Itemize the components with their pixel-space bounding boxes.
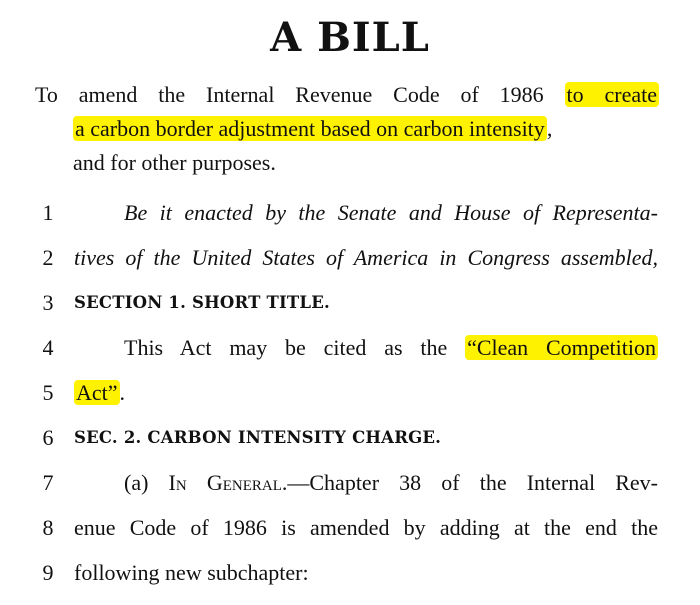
bill-line [0, 465, 700, 501]
line-number: 5 [42, 380, 54, 405]
line-text: (a) In General.—Chapter 38 of the Internal Rev- [124, 470, 658, 495]
bill-title: A BILL [270, 14, 430, 61]
highlight: to create [566, 82, 658, 107]
purpose-text: and for other purposes. [73, 150, 276, 175]
line-text: following new subchapter: [74, 560, 309, 585]
purpose-line-2 [35, 112, 659, 146]
line-text: This Act may be cited as the “Clean Competition [124, 335, 657, 360]
line-number: 9 [42, 560, 54, 585]
bill-line [0, 375, 700, 411]
highlight: Act” [76, 380, 118, 405]
bill-line [0, 555, 700, 591]
line-text: Act”. [76, 380, 126, 405]
bill-line [0, 195, 700, 231]
section-heading: SEC. 2. CARBON INTENSITY CHARGE. [74, 428, 442, 447]
line-number: 4 [42, 335, 54, 360]
bill-line [0, 510, 700, 546]
subsection-heading: In General [168, 470, 282, 495]
line-number: 2 [42, 245, 54, 270]
line-number: 6 [42, 425, 54, 450]
bill-purpose [35, 78, 659, 180]
section-heading: SECTION 1. SHORT TITLE. [74, 293, 330, 312]
highlight: a carbon border adjustment based on carbon intensity [75, 116, 545, 141]
bill-line [0, 285, 700, 321]
bill-line [0, 420, 700, 456]
line-text: Be it enacted by the Senate and House of Representa- [124, 200, 658, 225]
purpose-text: To amend the Internal Revenue Code of 1986 [35, 82, 544, 107]
bill-line [0, 240, 700, 276]
line-number: 1 [42, 200, 54, 225]
line-number: 8 [42, 515, 54, 540]
purpose-text: , [546, 116, 553, 141]
highlight: “Clean Competition [467, 335, 657, 360]
purpose-line-3 [35, 146, 659, 180]
line-number: 3 [42, 290, 54, 315]
line-number: 7 [42, 470, 54, 495]
line-text: enue Code of 1986 is amended by adding at the end the [74, 515, 658, 540]
bill-line [0, 330, 700, 366]
line-text: tives of the United States of America in Congress assembled, [74, 245, 658, 270]
purpose-line-1 [35, 78, 659, 112]
